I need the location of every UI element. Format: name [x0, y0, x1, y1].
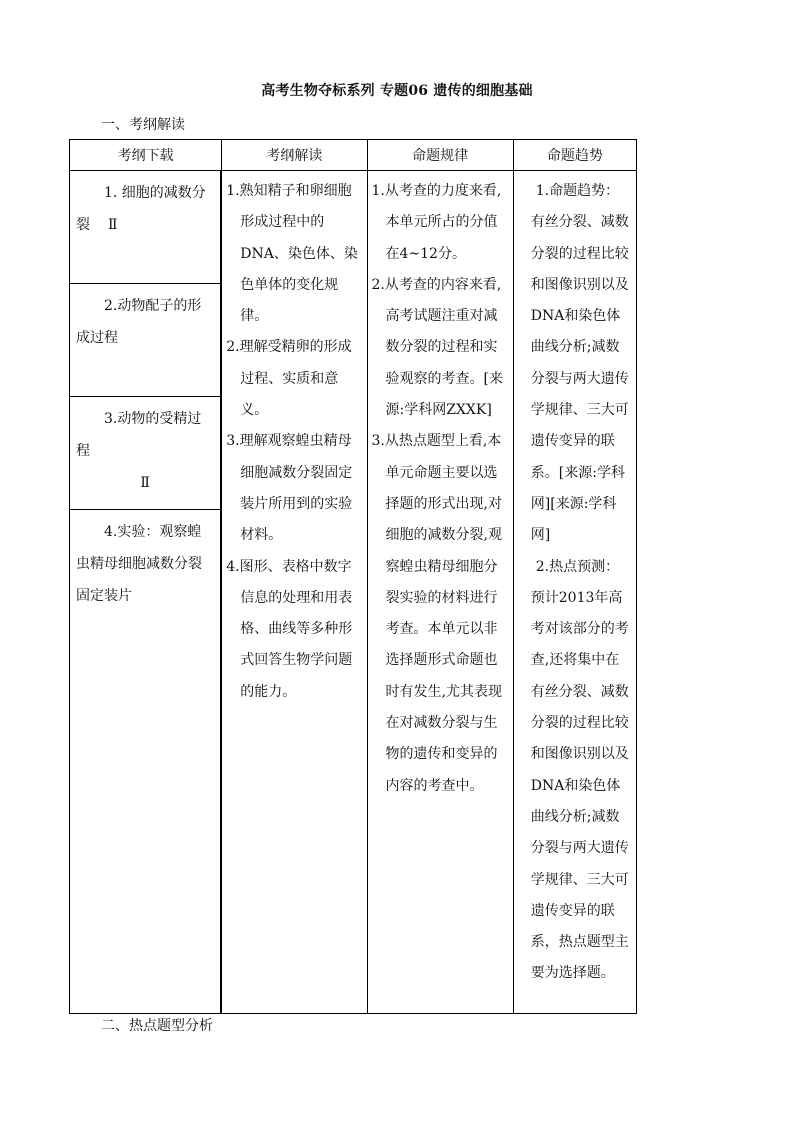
section-heading-hot-topics: 二、热点题型分析 [101, 1018, 213, 1034]
rule-item: 1.从考查的力度来看,本单元所占的分值在4~12分。 [371, 183, 502, 262]
header-interpretation: 考纲解读 [222, 140, 367, 171]
download-column [70, 171, 222, 1014]
page-title: 高考生物夺标系列 专题06 遗传的细胞基础 [261, 83, 533, 99]
trend-cell [513, 171, 636, 1014]
download-item [70, 510, 220, 1013]
download-level: Ⅱ [140, 475, 150, 491]
download-item [70, 397, 220, 510]
download-level: Ⅱ [108, 217, 118, 233]
interpretation-item: 2.理解受精卵的形成过程、实质和意义。 [226, 339, 352, 419]
trend-item: 2.热点预测：预计2013年高考对该部分的考查,还将集中在有丝分裂、减数分裂的过程比较和图像识别以及DNA和染色体曲线分析;减数分裂与两大遗传学规律、三大可遗传变异的联系，热点题型主要为选择题。 [530, 558, 629, 982]
rule-item: 3.从热点题型上看,本单元命题主要以选择题的形式出现,对细胞的减数分裂,观察蝗虫精母细胞分裂实验的材料进行考查。本单元以非选择题形式命题也时有发生,尤其表现在对减数分裂与生物的遗传和变异的内容的考查中。 [371, 433, 502, 794]
header-rules: 命题规律 [367, 140, 513, 171]
header-trend: 命题趋势 [513, 140, 636, 171]
download-text: 3.动物的受精过程 [76, 411, 202, 459]
syllabus-table [69, 139, 637, 1014]
section-heading-syllabus: 一、考纲解读 [101, 117, 185, 133]
table-header-row [70, 140, 637, 171]
interpretation-cell [222, 171, 367, 1014]
header-download: 考纲下载 [70, 140, 222, 171]
trend-item: 1.命题趋势：有丝分裂、减数分裂的过程比较和图像识别以及DNA和染色体曲线分析;减数分裂与两大遗传学规律、三大可遗传变异的联系。[来源:学科网][来源:学科网] [530, 183, 629, 544]
download-item [70, 171, 220, 284]
download-text: 4.实验：观察蝗虫精母细胞减数分裂固定装片 [76, 524, 202, 604]
download-text: 2.动物配子的形成过程 [76, 298, 202, 346]
rule-item: 2.从考查的内容来看,高考试题注重对减数分裂的过程和实验观察的考查。[来源:学科网ZXXK] [371, 276, 503, 419]
download-item [70, 284, 220, 397]
table-row [70, 171, 637, 1014]
interpretation-item: 3.理解观察蝗虫精母细胞减数分裂固定装片所用到的实验材料。 [226, 433, 353, 544]
rules-cell [367, 171, 513, 1014]
interpretation-item: 1.熟知精子和卵细胞形成过程中的DNA、染色体、染色单体的变化规律。 [226, 183, 358, 325]
interpretation-item: 4.图形、表格中数字信息的处理和用表格、曲线等多种形式回答生物学问题的能力。 [226, 558, 353, 700]
download-text: 1. 细胞的减数分裂 [76, 185, 206, 233]
